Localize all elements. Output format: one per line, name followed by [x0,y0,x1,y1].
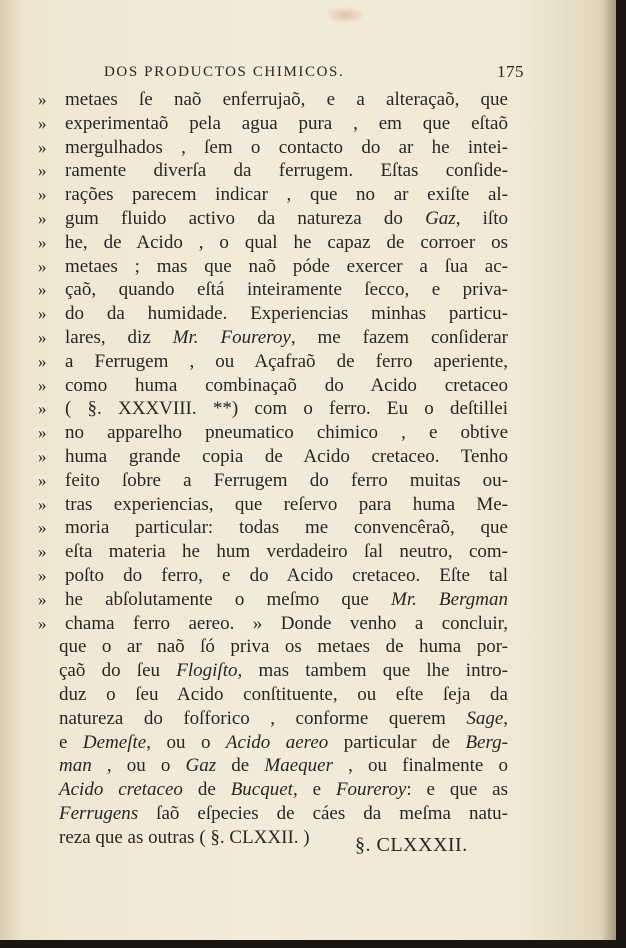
line-text [59,635,508,659]
italic-segment: Acido aereo [225,731,329,753]
line-text [65,374,508,398]
text-line [38,778,508,802]
line-text [59,707,508,731]
line-text [65,302,508,326]
line-text [59,802,508,826]
text-line [38,255,508,279]
text-line [38,326,508,350]
text-line [38,802,508,826]
text-segment: çaõ do ſeu [59,660,177,682]
line-text [65,88,508,112]
text-segment: ſaõ eſpecies de cáes da meſma natu- [138,802,508,824]
italic-segment: Acido cretaceo [59,779,183,801]
body-text [38,88,508,850]
italic-segment: Gaz [425,207,456,229]
text-line [38,231,508,255]
text-segment: gum fluido activo da natureza do [65,207,426,229]
text-segment: a Ferrugem , ou Açafraõ de ferro aperiente, [65,350,508,372]
italic-segment: Berg- [465,731,509,753]
line-text [59,683,508,707]
text-segment: , iſto [455,207,508,229]
text-segment: rações parecem indicar , que no ar exiſte al- [65,184,508,206]
quote-mark: » [38,232,47,252]
text-segment: , ou o [146,731,226,753]
quote-mark: » [38,327,47,347]
text-line [38,754,508,778]
line-text [59,731,508,755]
quote-mark: » [38,375,47,395]
quote-mark: » [38,589,47,609]
text-line [38,350,508,374]
text-segment: poſto do ferro, e do Acido cretaceo. Eſte tal [65,564,508,586]
text-segment: , mas tambem que lhe intro- [237,660,509,682]
text-line [38,136,508,160]
quote-mark: » [38,90,47,109]
text-segment: natureza do foſforico , conforme querem [59,707,467,729]
quote-mark: » [38,113,47,133]
quote-mark: » [38,565,47,585]
line-text [65,564,508,588]
text-segment: experimentaõ pela agua pura , em que eſtaõ [65,112,508,134]
page-number: 175 [497,62,524,81]
quote-mark: » [38,613,47,633]
text-segment: eſta materia he hum verdadeiro ſal neutro, com- [65,541,508,563]
text-segment: particular de [328,731,466,753]
running-head-title: DOS PRODUCTOS CHIMICOS. [104,64,345,80]
text-line [38,612,508,636]
text-line [38,516,508,540]
text-line [38,540,508,564]
line-text [65,183,508,207]
quote-mark: » [38,423,47,443]
text-segment: , e [292,779,336,801]
italic-segment: Ferrugens [59,802,139,824]
quote-mark: » [38,185,47,205]
line-text [65,516,508,540]
text-line [38,207,508,231]
quote-mark: » [38,208,47,228]
text-segment: he abſolutamente o meſmo que [65,588,392,610]
text-line [38,397,508,421]
text-line [38,278,508,302]
text-line [38,183,508,207]
line-text [65,445,508,469]
text-line [38,635,508,659]
line-text [65,231,508,255]
text-line [38,469,508,493]
text-segment: feito ſobre a Ferrugem do ferro muitas ou- [65,469,508,491]
text-line [38,564,508,588]
text-segment: que o ar naõ ſó priva os metaes de huma por- [59,636,508,658]
line-text [65,136,508,160]
text-line [38,112,508,136]
quote-mark: » [38,161,47,181]
text-line [38,159,508,183]
text-segment: , ou finalmente o [332,755,509,777]
text-line [38,421,508,445]
line-text [65,469,508,493]
line-text [65,326,508,350]
text-segment: ramente diverſa da ferrugem. Eſtas conſide- [65,160,508,182]
text-segment: , ou o [91,755,186,777]
line-text [65,493,508,517]
text-line [38,374,508,398]
text-segment: : e que as [406,779,508,801]
text-segment: çaõ, quando eſtá inteiramente ſecco, e priva- [65,279,508,301]
text-segment: reza que as outras ( §. CLXXII. ) [59,826,310,848]
line-text [65,159,508,183]
line-text [65,112,508,136]
quote-mark: » [38,446,47,466]
line-text [59,754,508,778]
line-text [65,278,508,302]
line-text [65,612,508,636]
paper-stain [325,6,365,24]
text-segment: metaes ; mas que naõ póde exercer a ſua ac- [65,255,508,277]
italic-segment: Gaz [185,755,217,777]
italic-segment: Demeſte [82,731,147,753]
line-text [59,659,508,683]
quote-mark: » [38,304,47,324]
text-segment: he, de Acido , o qual he capaz de corroer os [65,231,508,253]
quote-mark: » [38,137,47,157]
quote-mark: » [38,518,47,538]
italic-segment: man [59,755,92,777]
text-segment: mergulhados , ſem o contacto do ar he intei- [65,136,508,158]
text-segment: metaes ſe naõ enferrujaõ, e a alteraçaõ, que [65,89,508,110]
text-segment: chama ferro aereo. » Donde venho a concluir, [65,612,508,634]
text-segment: tras experiencias, que reſervo para huma Me- [65,493,508,515]
quote-mark: » [38,470,47,490]
text-line [38,707,508,731]
quote-mark: » [38,256,47,276]
text-segment: ( §. XXXVIII. **) com o ferro. Eu o deſtillei [65,398,508,420]
text-segment: de [216,755,265,777]
italic-segment: Maequer [264,755,333,777]
text-segment: do da humidade. Experiencias minhas particu- [65,303,508,325]
text-line [38,731,508,755]
text-segment: , [503,707,508,729]
running-head [104,64,524,86]
text-line [38,302,508,326]
text-line [38,683,508,707]
line-text [65,588,508,612]
text-segment: duz o ſeu Acido conſtituente, ou eſte ſeja da [59,683,508,705]
italic-segment: Mr. Bergman [391,588,508,610]
text-line [38,659,508,683]
quote-mark: » [38,351,47,371]
quote-mark: » [38,399,47,419]
text-segment: , me fazem conſiderar [290,326,509,348]
line-text [65,421,508,445]
line-text [65,397,508,421]
quote-mark: » [38,494,47,514]
quote-mark: » [38,280,47,300]
italic-segment: Sage [466,707,504,729]
text-line [38,588,508,612]
text-segment: moria particular: todas me convencêraõ, que [65,517,508,539]
text-line [38,88,508,112]
text-segment: e [59,731,83,753]
text-segment: huma grande copia de Acido cretaceo. Tenho [65,445,508,467]
italic-segment: Flogiſto [176,660,238,682]
line-text [59,778,508,802]
text-line [38,493,508,517]
text-segment: lares, diz [65,326,173,348]
line-text [65,540,508,564]
italic-segment: Foureroy [335,779,407,801]
italic-segment: Mr. Foureroy [172,326,291,348]
section-heading: §. CLXXXII. [355,834,468,856]
text-segment: no apparelho pneumatico chimico , e obtive [65,422,508,444]
text-segment: como huma combinaçaõ do Acido cretaceo [65,374,508,396]
text-line [38,445,508,469]
text-segment: de [182,779,231,801]
line-text [65,350,508,374]
line-text [65,207,508,231]
line-text [65,255,508,279]
quote-mark: » [38,542,47,562]
italic-segment: Bucquet [230,779,293,801]
